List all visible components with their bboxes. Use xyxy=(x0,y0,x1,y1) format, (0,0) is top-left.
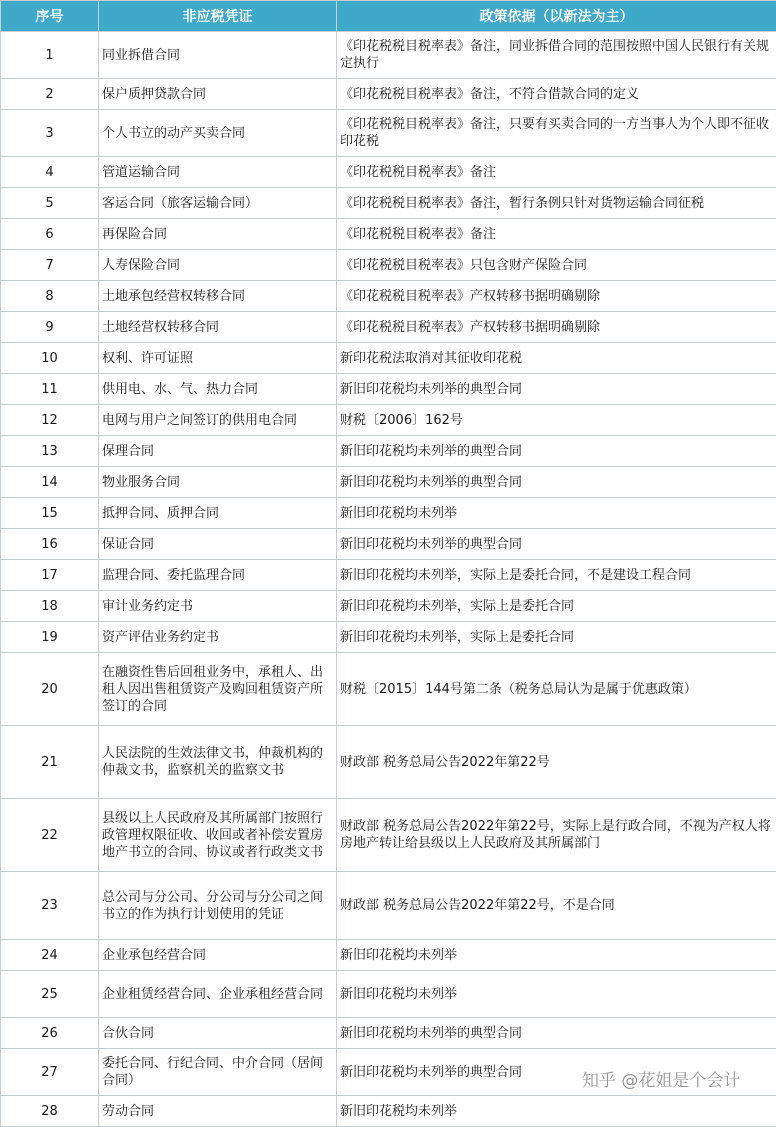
row-index: 25 xyxy=(1,971,99,1018)
row-document: 人寿保险合同 xyxy=(99,250,337,281)
row-policy-basis: 财政部 税务总局公告2022年第22号 xyxy=(337,726,776,799)
row-policy-basis: 新旧印花税均未列举的典型合同 xyxy=(337,374,776,405)
row-index: 5 xyxy=(1,188,99,219)
row-policy-basis: 新印花税法取消对其征收印花税 xyxy=(337,343,776,374)
row-policy-basis: 新旧印花税均未列举，实际上是委托合同 xyxy=(337,591,776,622)
table-row xyxy=(1,1096,776,1127)
row-document: 土地承包经营权转移合同 xyxy=(99,281,337,312)
row-policy-basis: 新旧印花税均未列举 xyxy=(337,940,776,971)
row-document: 资产评估业务约定书 xyxy=(99,622,337,653)
row-document: 再保险合同 xyxy=(99,219,337,250)
row-policy-basis: 新旧印花税均未列举的典型合同 xyxy=(337,467,776,498)
row-index: 22 xyxy=(1,799,99,872)
table-row xyxy=(1,1018,776,1049)
row-document: 企业承包经营合同 xyxy=(99,940,337,971)
row-document: 总公司与分公司、分公司与分公司之间书立的作为执行计划使用的凭证 xyxy=(99,872,337,940)
row-policy-basis: 财政部 税务总局公告2022年第22号，实际上是行政合同，不视为产权人将房地产转让给县级以上人民政府及其所属部门 xyxy=(337,799,776,872)
row-index: 17 xyxy=(1,560,99,591)
row-index: 16 xyxy=(1,529,99,560)
table-row xyxy=(1,971,776,1018)
row-policy-basis: 《印花税税目税率表》备注，只要有买卖合同的一方当事人为个人即不征收印花税 xyxy=(337,110,776,157)
row-policy-basis: 新旧印花税均未列举，实际上是委托合同 xyxy=(337,622,776,653)
table-row xyxy=(1,110,776,157)
table-row xyxy=(1,250,776,281)
table-row xyxy=(1,622,776,653)
row-index: 27 xyxy=(1,1049,99,1096)
row-policy-basis: 《印花税税目税率表》产权转移书据明确剔除 xyxy=(337,281,776,312)
row-index: 1 xyxy=(1,32,99,79)
row-index: 18 xyxy=(1,591,99,622)
table-row xyxy=(1,653,776,726)
row-document: 同业拆借合同 xyxy=(99,32,337,79)
row-index: 21 xyxy=(1,726,99,799)
row-document: 合伙合同 xyxy=(99,1018,337,1049)
table-row xyxy=(1,940,776,971)
row-index: 24 xyxy=(1,940,99,971)
row-policy-basis: 财税〔2015〕144号第二条（税务总局认为是属于优惠政策） xyxy=(337,653,776,726)
watermark: 知乎 @花姐是个会计 xyxy=(582,1066,740,1091)
row-policy-basis: 财政部 税务总局公告2022年第22号，不是合同 xyxy=(337,872,776,940)
row-index: 2 xyxy=(1,79,99,110)
row-policy-basis: 新旧印花税均未列举的典型合同 xyxy=(337,1049,776,1096)
row-document: 土地经营权转移合同 xyxy=(99,312,337,343)
row-index: 9 xyxy=(1,312,99,343)
row-index: 6 xyxy=(1,219,99,250)
row-index: 14 xyxy=(1,467,99,498)
row-document: 劳动合同 xyxy=(99,1096,337,1127)
row-document: 电网与用户之间签订的供用电合同 xyxy=(99,405,337,436)
row-policy-basis: 新旧印花税均未列举的典型合同 xyxy=(337,1018,776,1049)
table-row xyxy=(1,312,776,343)
row-index: 10 xyxy=(1,343,99,374)
row-document: 个人书立的动产买卖合同 xyxy=(99,110,337,157)
row-index: 7 xyxy=(1,250,99,281)
header-index: 序号 xyxy=(1,1,99,32)
row-index: 12 xyxy=(1,405,99,436)
table-row xyxy=(1,498,776,529)
row-policy-basis: 新旧印花税均未列举 xyxy=(337,1096,776,1127)
table-row xyxy=(1,188,776,219)
table-row xyxy=(1,374,776,405)
row-document: 保户质押贷款合同 xyxy=(99,79,337,110)
row-index: 19 xyxy=(1,622,99,653)
row-index: 23 xyxy=(1,872,99,940)
row-index: 28 xyxy=(1,1096,99,1127)
table-row xyxy=(1,872,776,940)
row-index: 8 xyxy=(1,281,99,312)
row-index: 15 xyxy=(1,498,99,529)
header-policy-basis: 政策依据（以新法为主） xyxy=(337,1,776,32)
row-policy-basis: 《印花税税目税率表》产权转移书据明确剔除 xyxy=(337,312,776,343)
row-document: 审计业务约定书 xyxy=(99,591,337,622)
row-policy-basis: 《印花税税目税率表》备注，同业拆借合同的范围按照中国人民银行有关规定执行 xyxy=(337,32,776,79)
table-row xyxy=(1,343,776,374)
row-policy-basis: 《印花税税目税率表》备注，暂行条例只针对货物运输合同征税 xyxy=(337,188,776,219)
row-document: 委托合同、行纪合同、中介合同（居间合同） xyxy=(99,1049,337,1096)
row-policy-basis: 新旧印花税均未列举的典型合同 xyxy=(337,436,776,467)
table-row xyxy=(1,529,776,560)
row-document: 抵押合同、质押合同 xyxy=(99,498,337,529)
table-row xyxy=(1,467,776,498)
row-document: 监理合同、委托监理合同 xyxy=(99,560,337,591)
table-row xyxy=(1,157,776,188)
header-document: 非应税凭证 xyxy=(99,1,337,32)
table-row xyxy=(1,219,776,250)
row-document: 人民法院的生效法律文书，仲裁机构的仲裁文书，监察机关的监察文书 xyxy=(99,726,337,799)
table-row xyxy=(1,79,776,110)
row-policy-basis: 《印花税税目税率表》备注，不符合借款合同的定义 xyxy=(337,79,776,110)
table-row xyxy=(1,799,776,872)
row-policy-basis: 《印花税税目税率表》备注 xyxy=(337,157,776,188)
row-document: 企业租赁经营合同、企业承租经营合同 xyxy=(99,971,337,1018)
row-index: 11 xyxy=(1,374,99,405)
row-document: 供用电、水、气、热力合同 xyxy=(99,374,337,405)
row-policy-basis: 《印花税税目税率表》只包含财产保险合同 xyxy=(337,250,776,281)
row-index: 20 xyxy=(1,653,99,726)
row-document: 客运合同（旅客运输合同） xyxy=(99,188,337,219)
row-index: 26 xyxy=(1,1018,99,1049)
table-row xyxy=(1,560,776,591)
row-document: 县级以上人民政府及其所属部门按照行政管理权限征收、收回或者补偿安置房地产书立的合同、协议或者行政类文书 xyxy=(99,799,337,872)
row-policy-basis: 《印花税税目税率表》备注 xyxy=(337,219,776,250)
table-row xyxy=(1,726,776,799)
table-row xyxy=(1,32,776,79)
row-policy-basis: 财税〔2006〕162号 xyxy=(337,405,776,436)
table-row xyxy=(1,281,776,312)
row-index: 4 xyxy=(1,157,99,188)
row-document: 管道运输合同 xyxy=(99,157,337,188)
row-document: 权利、许可证照 xyxy=(99,343,337,374)
row-index: 13 xyxy=(1,436,99,467)
row-document: 保理合同 xyxy=(99,436,337,467)
row-policy-basis: 新旧印花税均未列举 xyxy=(337,498,776,529)
table-row xyxy=(1,405,776,436)
table-row xyxy=(1,436,776,467)
row-document: 保证合同 xyxy=(99,529,337,560)
table-header-row xyxy=(1,1,776,32)
row-policy-basis: 新旧印花税均未列举的典型合同 xyxy=(337,529,776,560)
row-index: 3 xyxy=(1,110,99,157)
table-row xyxy=(1,591,776,622)
row-policy-basis: 新旧印花税均未列举 xyxy=(337,971,776,1018)
row-document: 在融资性售后回租业务中，承租人、出租人因出售租赁资产及购回租赁资产所签订的合同 xyxy=(99,653,337,726)
row-document: 物业服务合同 xyxy=(99,467,337,498)
row-policy-basis: 新旧印花税均未列举，实际上是委托合同，不是建设工程合同 xyxy=(337,560,776,591)
